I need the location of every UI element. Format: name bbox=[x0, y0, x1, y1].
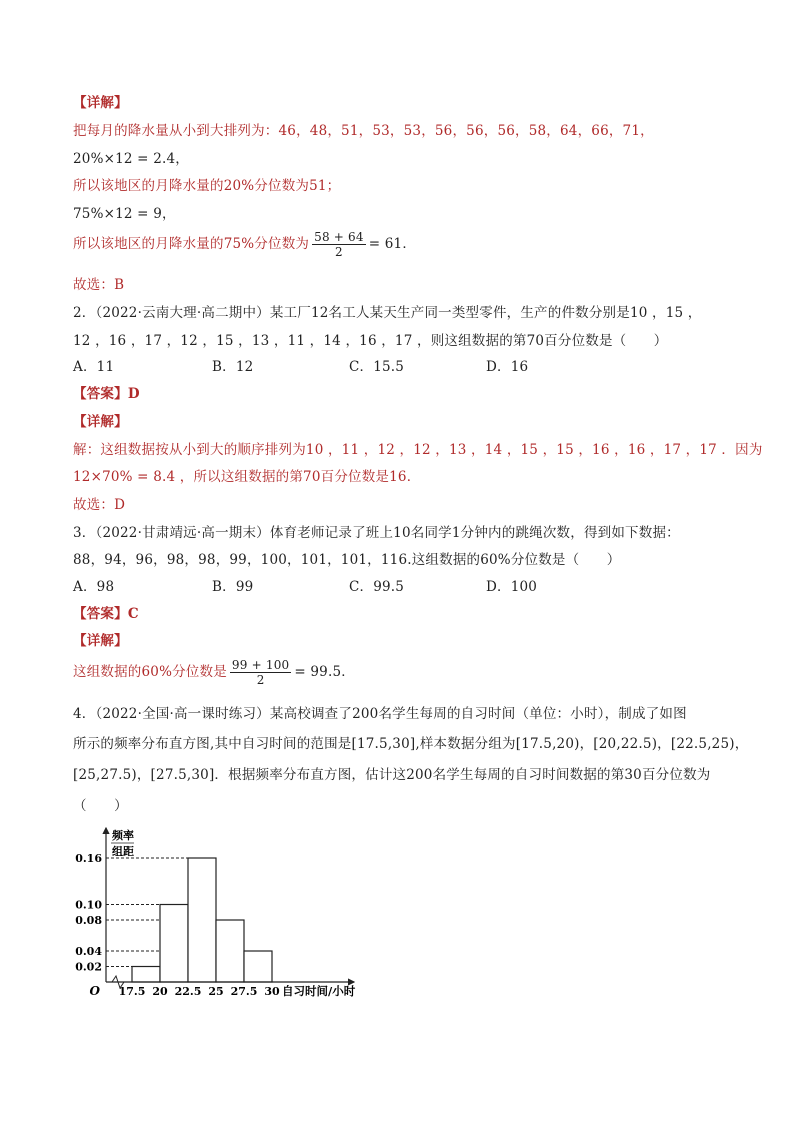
q3-detail bbox=[73, 658, 355, 687]
q3-option-a: A．98 bbox=[73, 579, 115, 595]
q2-answer-value: D bbox=[127, 386, 140, 402]
histogram-bar bbox=[216, 920, 244, 982]
solution1-calc-20: 20%×12 = 2.4， bbox=[73, 151, 189, 167]
sorted-values-prefix: 把每月的降水量从小到大排列为： bbox=[73, 123, 279, 139]
y-tick-labels bbox=[75, 852, 102, 974]
q3-option-c: C．99.5 bbox=[349, 579, 405, 595]
solution1-sorted-values bbox=[73, 122, 654, 140]
histogram-bar bbox=[160, 905, 188, 983]
q3-option-b: B．99 bbox=[212, 579, 254, 595]
histogram-bar bbox=[132, 967, 160, 983]
solution1-result-20: 所以该地区的月降水量的20%分位数为51； bbox=[73, 178, 341, 194]
q2-choice: 故选：D bbox=[73, 497, 126, 513]
q3-option-d: D．100 bbox=[486, 579, 538, 595]
q3-stem-line1: 3．（2022·甘肃靖远·高一期末）体育老师记录了班上10名同学1分钟内的跳绳次数，得到如下数据： bbox=[73, 525, 680, 541]
q2-option-b: B．12 bbox=[212, 359, 254, 375]
q2-detail-line1: 解：这组数据按从小到大的顺序排列为10 ，11 ，12 ，12 ，13 ，14 ，15 ，15 ，16 ，16 ，17 ，17 ．因为 bbox=[73, 442, 763, 458]
sorted-values-list: 46，48，51，53，53，56，56，56，58，64，66，71， bbox=[278, 123, 654, 139]
q2-detail-heading: 【详解】 bbox=[73, 414, 128, 430]
q2-option-a: A．11 bbox=[73, 359, 115, 375]
q4-stem-line4: （ ） bbox=[73, 798, 128, 814]
x-tick-label: 22.5 bbox=[174, 985, 202, 998]
q3-detail-suffix: = 99.5． bbox=[294, 664, 355, 680]
y-tick-label: 0.16 bbox=[75, 852, 102, 865]
xlabel: 自习时间/小时 bbox=[282, 984, 356, 998]
q2-answer bbox=[73, 385, 140, 403]
fraction-numerator: 58 + 64 bbox=[314, 230, 364, 244]
q4-stem-line1: 4．（2022·全国·高一课时练习）某高校调查了200名学生每周的自习时间（单位：小时），制成了如图 bbox=[73, 706, 687, 722]
ylabel-bottom: 组距 bbox=[112, 845, 134, 858]
x-tick-label: 27.5 bbox=[230, 985, 258, 998]
q2-answer-label: 【答案】 bbox=[73, 386, 128, 402]
q2-option-c: C．15.5 bbox=[349, 359, 405, 375]
histogram-bar bbox=[188, 858, 216, 982]
q4-stem-line2: 所示的频率分布直方图,其中自习时间的范围是[17.5,30],样本数据分组为[17.5,20)，[20,22.5)，[22.5,25)， bbox=[73, 736, 749, 752]
q4-stem-line3: [25,27.5)，[27.5,30]．根据频率分布直方图，估计这200名学生每周的自习时间数据的第30百分位数为 bbox=[73, 767, 711, 783]
q3-detail-heading: 【详解】 bbox=[73, 633, 128, 649]
result-75-prefix: 所以该地区的月降水量的75%分位数为 bbox=[73, 236, 310, 252]
q3-answer-value: C bbox=[127, 606, 139, 622]
q3-stem-line2: 88，94，96，98，98，99，100，101，101，116.这组数据的60%分位数是（ ） bbox=[73, 552, 621, 568]
x-tick-labels bbox=[119, 985, 280, 998]
q2-detail-line2: 12×70% = 8.4 ，所以这组数据的第70百分位数是16． bbox=[73, 469, 421, 485]
q3-answer bbox=[73, 605, 139, 623]
x-tick-label: 20 bbox=[152, 985, 168, 998]
q3-answer-label: 【答案】 bbox=[73, 606, 128, 622]
q2-option-d: D．16 bbox=[486, 359, 529, 375]
q2-stem-line1: 2．（2022·云南大理·高二期中）某工厂12名工人某天生产同一类型零件，生产的件数分别是10 ，15 ， bbox=[73, 305, 702, 321]
y-tick-label: 0.04 bbox=[75, 945, 102, 958]
fraction-denominator: 2 bbox=[256, 673, 265, 687]
x-tick-label: 25 bbox=[208, 985, 224, 998]
fraction-denominator: 2 bbox=[335, 245, 343, 259]
solution1-result-75 bbox=[73, 230, 416, 259]
x-tick-label: 30 bbox=[264, 985, 280, 998]
fraction-99-100 bbox=[230, 658, 291, 687]
y-tick-label: 0.02 bbox=[75, 960, 102, 974]
q2-stem-line2: 12 ，16 ，17 ，12 ，15 ，13 ，11 ，14 ，16 ，17 ，则这组数据的第70百分位数是（ ） bbox=[73, 333, 668, 349]
solution1-calc-75: 75%×12 = 9， bbox=[73, 206, 176, 222]
result-75-suffix: = 61． bbox=[368, 236, 417, 252]
fraction-58-64 bbox=[312, 230, 366, 259]
origin-label: O bbox=[89, 984, 100, 998]
q3-detail-prefix: 这组数据的60%分位数是 bbox=[73, 664, 227, 680]
frequency-histogram bbox=[72, 825, 372, 1005]
x-tick-label: 17.5 bbox=[118, 985, 146, 998]
solution1-answer: 故选：B bbox=[73, 277, 125, 293]
solution1-heading: 【详解】 bbox=[73, 95, 128, 111]
ylabel-top: 频率 bbox=[112, 829, 134, 842]
y-tick-label: 0.10 bbox=[75, 898, 102, 912]
histogram-bar bbox=[244, 951, 272, 982]
fraction-numerator: 99 + 100 bbox=[231, 658, 290, 672]
y-tick-label: 0.08 bbox=[75, 914, 102, 927]
